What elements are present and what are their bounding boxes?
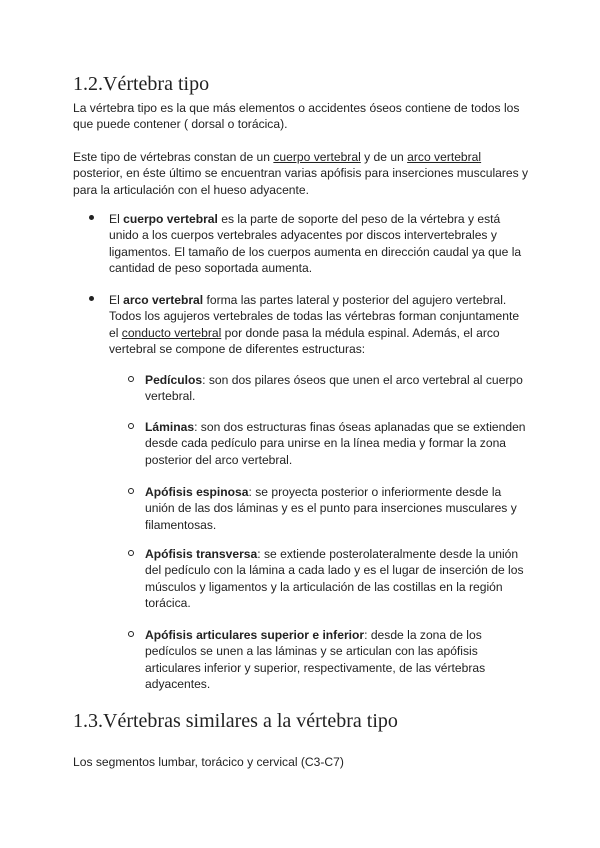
sub-bullet-icon (128, 631, 134, 637)
bullet-cuerpo-vertebral (109, 211, 529, 276)
text: : se proyecta posterior o inferiormente desde la unión de las dos láminas y es el punto para inserciones musculares y filamentosas. (145, 485, 517, 532)
segments-paragraph: Los segmentos lumbar, torácico y cervical (C3-C7) (73, 755, 344, 769)
text: por donde pasa la médula espinal. Además, el arco vertebral se compone de diferentes estructuras: (109, 325, 500, 356)
text: forma las partes lateral y posterior del agujero vertebral. Todos los agujeros vertebrales de todas las vértebras forman conjuntamente el (109, 293, 520, 340)
text: El (109, 293, 124, 307)
bold-term: arco vertebral (123, 293, 204, 307)
sub-bullet-icon (128, 488, 134, 494)
text: posterior, en éste último se encuentran varias apófisis para inserciones musculares y para la articulación con el hueso adyacente. (73, 166, 529, 197)
sub-bullet-icon (128, 376, 134, 382)
text: : desde la zona de los pedículos se unen a las láminas y se articulan con las apófisis articulares inferior y superior, respectivamente, de las vértebras adyacentes. (145, 628, 486, 691)
sub-item-apofisis-transversa (145, 546, 530, 611)
sub-bullet-icon (128, 423, 134, 429)
vertebra-parts-paragraph (73, 149, 533, 198)
sub-bullet-icon (128, 550, 134, 556)
bullet-arco-vertebral (109, 292, 529, 357)
intro-paragraph: La vértebra tipo es la que más elementos o accidentes óseos contiene de todos los que puede contener ( dorsal o torácica). (73, 101, 520, 132)
text: : son dos pilares óseos que unen el arco vertebral al cuerpo vertebral. (145, 373, 523, 404)
bold-term: Láminas (145, 420, 195, 434)
bold-term: Pedículos (145, 373, 203, 387)
text: El (109, 212, 124, 226)
text: y de un (360, 150, 408, 164)
cuerpo-vertebral-link[interactable]: cuerpo vertebral (273, 150, 361, 164)
text: Este tipo de vértebras constan de un (73, 150, 274, 164)
text: es la parte de soporte del peso de la vértebra y está unido a los cuerpos vertebrales adyacentes por discos intervertebrales y ligamentos. El tamaño de los cuerpos aumenta en dirección caudal ya que la cantidad de peso soportada aumenta. (109, 212, 522, 275)
sub-item-laminas (145, 419, 530, 468)
bullet-icon (89, 215, 94, 220)
sub-item-pediculos (145, 372, 530, 405)
conducto-vertebral-link[interactable]: conducto vertebral (121, 325, 222, 340)
arco-vertebral-link[interactable]: arco vertebral (407, 150, 482, 164)
text: : son dos estructuras finas óseas aplanadas que se extienden desde cada pedículo para unirse en la línea media y formar la zona posterior del arco vertebral. (145, 420, 526, 467)
bullet-icon (89, 296, 94, 301)
section-heading-1-2: 1.2.Vértebra tipo (73, 73, 210, 95)
bold-term: cuerpo vertebral (123, 212, 218, 226)
bold-term: Apófisis articulares superior e inferior (145, 628, 365, 642)
sub-item-apofisis-articulares (145, 627, 530, 692)
sub-item-apofisis-espinosa (145, 484, 530, 533)
bold-term: Apófisis transversa (145, 547, 258, 561)
bold-term: Apófisis espinosa (145, 485, 249, 499)
section-heading-1-3: 1.3.Vértebras similares a la vértebra tipo (73, 710, 398, 732)
text: : se extiende posterolateralmente desde la unión del pedículo con la lámina a cada lado y es el lugar de inserción de los músculos y ligamentos y la articulación de las costillas en la región torácica. (145, 547, 524, 610)
